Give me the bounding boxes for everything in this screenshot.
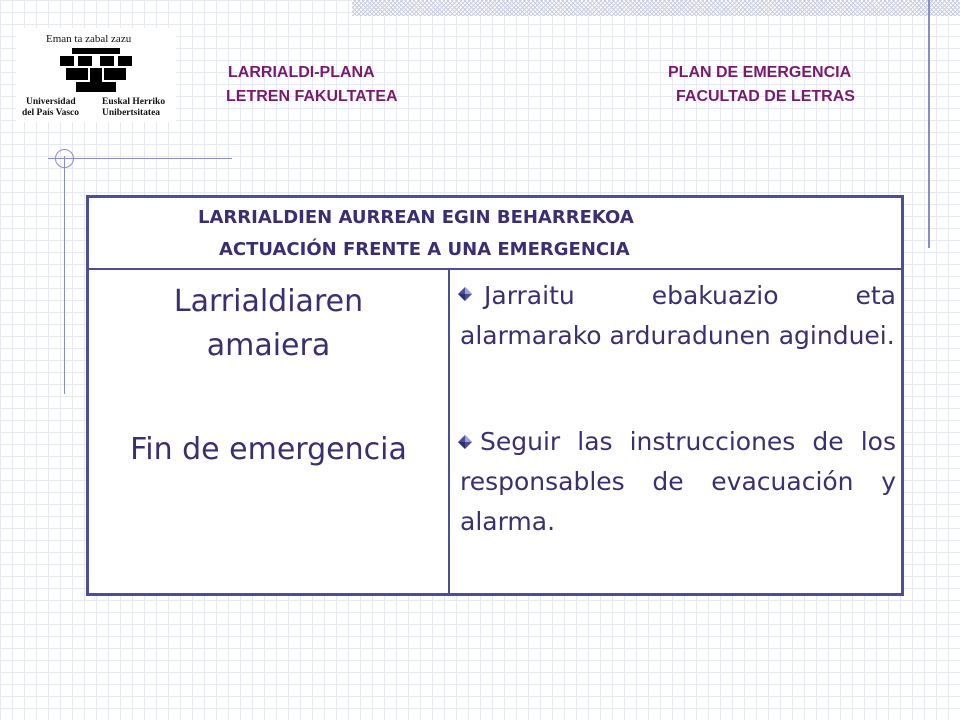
logo-text-euskal-herriko: Euskal Herriko [102, 97, 166, 107]
decorative-vertical-line-left [64, 156, 65, 394]
logo-text-unibertsitatea: Unibertsitatea [102, 108, 161, 118]
decorative-circle [55, 149, 74, 168]
phase-label-basque-line2: amaiera [206, 328, 331, 363]
header-right-line1: PLAN DE EMERGENCIA [668, 64, 852, 81]
table-header [89, 198, 901, 270]
logo-text-pais-vasco: del País Vasco [22, 108, 80, 118]
instruction-spanish-text: Seguir las instrucciones de los responsables de evacuación y alarma. [460, 427, 896, 536]
header-right-line2: FACULTAD DE LETRAS [676, 88, 855, 105]
decorative-horizontal-line [48, 158, 232, 159]
instruction-spanish [460, 422, 896, 542]
logo-motto: Eman ta zabal zazu [46, 33, 132, 45]
header-left-line1: LARRIALDI-PLANA [228, 64, 375, 81]
phase-label-spanish: Fin de emergencia [130, 432, 407, 467]
instruction-basque-text: Jarraitu ebakuazio eta alarmarako arduradunen aginduei. [460, 281, 896, 350]
emergency-table [86, 195, 904, 596]
university-logo [16, 28, 176, 122]
instruction-basque [460, 276, 896, 356]
top-pattern-strip [352, 0, 960, 16]
table-title-spanish: ACTUACIÓN FRENTE A UNA EMERGENCIA [219, 239, 630, 260]
table-left-cell [89, 270, 448, 593]
logo-text-universidad: Universidad [26, 97, 76, 107]
header-left-line2: LETREN FAKULTATEA [226, 88, 398, 105]
table-title-basque: LARRIALDIEN AURREAN EGIN BEHARREKOA [198, 207, 634, 228]
phase-label-basque-line1: Larrialdiaren [173, 284, 364, 319]
decorative-vertical-line-right [928, 0, 930, 248]
table-right-cell [450, 270, 901, 593]
